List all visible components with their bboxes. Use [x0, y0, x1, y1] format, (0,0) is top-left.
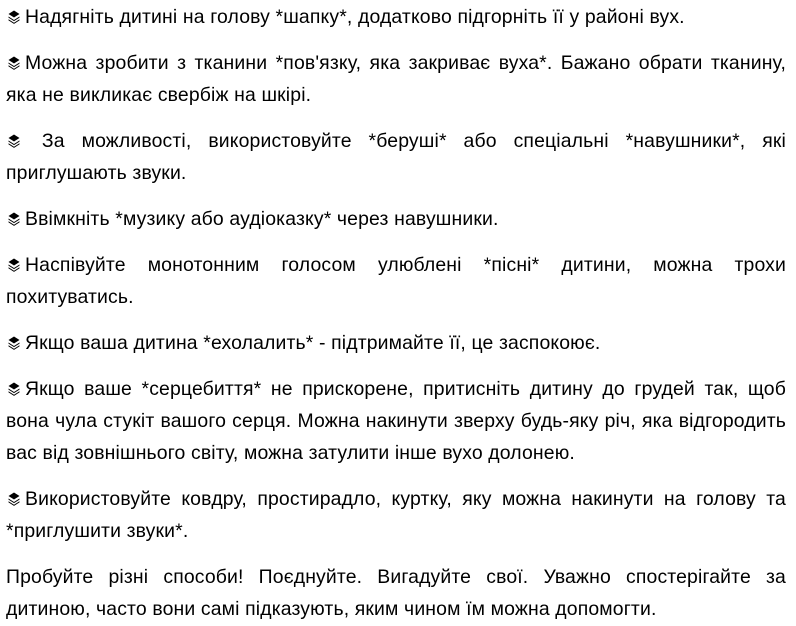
diamond-bullet-icon — [6, 382, 22, 396]
list-item-text: Надягніть дитині на голову *шапку*, додатково підгорніть її у районі вух. — [25, 6, 685, 28]
list-item — [6, 1, 786, 33]
list-item — [6, 327, 786, 359]
list-item — [6, 203, 786, 235]
list-item-text: За можливості, використовуйте *беруші* або спеціальні *навушники*, які приглушають звуки. — [6, 130, 786, 184]
list-item — [6, 47, 786, 111]
list-item — [6, 483, 786, 547]
document-body — [6, 1, 786, 625]
list-item-text: Наспівуйте монотонним голосом улюблені *пісні* дитини, можна трохи похитуватись. — [6, 254, 786, 308]
list-item-text: Використовуйте ковдру, простирадло, куртку, яку можна накинути на голову та *приглушити звуки*. — [6, 488, 786, 542]
closing-paragraph: Пробуйте різні способи! Поєднуйте. Вигадуйте свої. Уважно спостерігайте за дитиною, часто вони самі підказують, яким чином їм можна допомогти. — [6, 566, 786, 620]
diamond-bullet-icon — [6, 212, 22, 226]
list-item-text: Якщо ваше *серцебиття* не прискорене, притисніть дитину до грудей так, щоб вона чула стукіт вашого серця. Можна накинути зверху будь-яку річ, яка відгородить вас від зовнішнього світу, можна затулити інше вухо долонею. — [6, 378, 786, 464]
diamond-bullet-icon — [6, 56, 22, 70]
list-item — [6, 373, 786, 469]
diamond-bullet-icon — [6, 134, 22, 148]
diamond-bullet-icon — [6, 336, 22, 350]
list-item — [6, 249, 786, 313]
list-item — [6, 125, 786, 189]
list-item-text: Можна зробити з тканини *пов'язку, яка закриває вуха*. Бажано обрати тканину, яка не викликає свербіж на шкірі. — [6, 52, 786, 106]
diamond-bullet-icon — [6, 258, 22, 272]
diamond-bullet-icon — [6, 492, 22, 506]
list-item-text: Якщо ваша дитина *ехолалить* - підтримайте її, це заспокоює. — [25, 332, 601, 354]
diamond-bullet-icon — [6, 10, 22, 24]
list-item-text: Ввімкніть *музику або аудіоказку* через навушники. — [25, 208, 499, 230]
